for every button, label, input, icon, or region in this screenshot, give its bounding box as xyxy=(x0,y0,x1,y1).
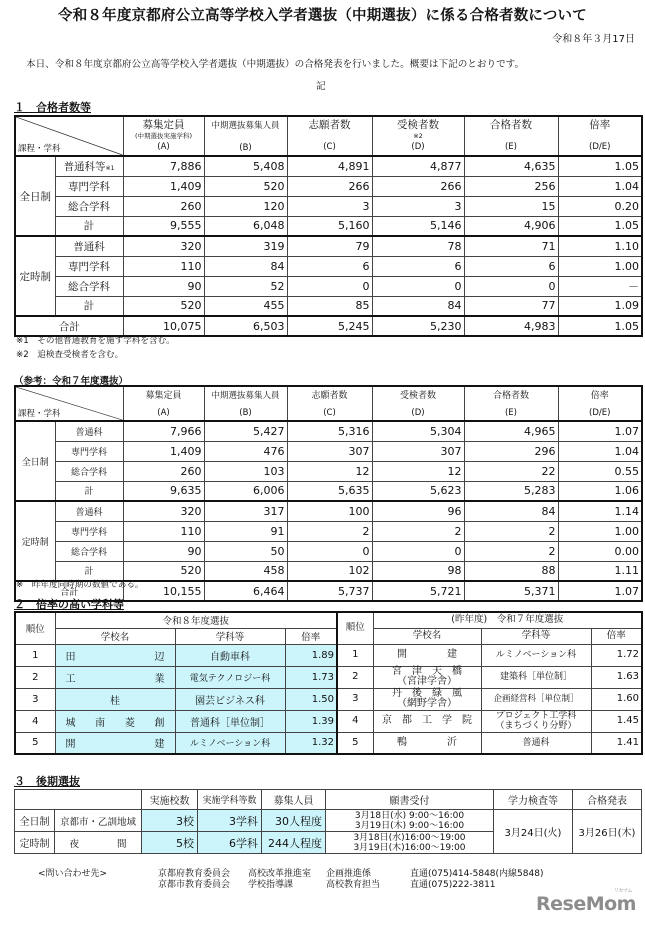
value-cell: 5,245 xyxy=(287,316,372,336)
dept-cell: 自動車科 xyxy=(175,644,285,666)
value-cell: 100 xyxy=(287,501,372,521)
value-cell: 1.10 xyxy=(558,236,642,256)
table-row xyxy=(15,156,642,176)
value-cell: 96 xyxy=(372,501,464,521)
rank-cell: 1 xyxy=(337,644,373,666)
value-cell: 256 xyxy=(464,176,558,196)
header-row xyxy=(15,612,337,628)
resemom-logo: ReseMom リセマム xyxy=(536,888,636,915)
header-row xyxy=(15,116,642,156)
subject-cell: 専門学科 xyxy=(55,521,123,541)
school-cell: 宮 津 天 橋 （宮津学舎） xyxy=(373,666,481,688)
contact-dept: 高校改革推進室 学校指導課 xyxy=(248,869,312,890)
value-cell: 476 xyxy=(204,441,287,461)
value-cell: 1.07 xyxy=(558,581,642,601)
value-cell: 4,906 xyxy=(464,216,558,236)
announce-date: 3月26日(木) xyxy=(573,810,642,854)
value-cell: － xyxy=(558,276,642,296)
subject-cell: 普通科 xyxy=(55,501,123,521)
depts-header: 実施学科等数 xyxy=(198,790,262,810)
value-cell: 91 xyxy=(204,521,287,541)
value-cell: 6,503 xyxy=(204,316,287,336)
value-cell: 6 xyxy=(372,256,464,276)
value-cell: 1.11 xyxy=(558,561,642,581)
rate-cell: 1.39 xyxy=(285,710,337,732)
table-row xyxy=(15,541,642,561)
rate-cell: 1.73 xyxy=(285,666,337,688)
dept-header: 学科等 xyxy=(175,628,285,644)
course-teiji: 定時制 xyxy=(15,501,55,581)
rank-cell: 1 xyxy=(15,644,55,666)
value-cell: 50 xyxy=(204,541,287,561)
value-cell: 5,737 xyxy=(287,581,372,601)
subject-cell: 総合学科 xyxy=(55,541,123,561)
total-label: 合計 xyxy=(15,316,123,336)
value-cell: 260 xyxy=(123,461,204,481)
value-cell: 10,075 xyxy=(123,316,204,336)
dept-cell: 普通科［単位制］ xyxy=(175,710,285,732)
dept-cell: 電気テクノロジー科 xyxy=(175,666,285,688)
value-cell: 5,160 xyxy=(287,216,372,236)
table-row xyxy=(15,688,337,710)
col-header-b: 中期選抜募集人員 (B) xyxy=(204,386,287,421)
blank-header xyxy=(15,790,142,810)
table-row xyxy=(15,521,642,541)
col-header-d: 受検者数 ※2 (D) xyxy=(372,116,464,156)
value-cell: 317 xyxy=(204,501,287,521)
value-cell: 1.09 xyxy=(558,296,642,316)
school-header: 学校名 xyxy=(373,628,481,644)
subject-cell: 専門学科 xyxy=(55,176,123,196)
table-row-subtotal xyxy=(15,216,642,236)
section1-heading: １ 合格者数等 xyxy=(14,101,91,114)
col-header-a: 募集定員 (中期選抜実施学科) (A) xyxy=(123,116,204,156)
header-row xyxy=(15,628,337,644)
rate-cell: 1.72 xyxy=(591,644,642,666)
schools-cell: 5校 xyxy=(142,832,198,854)
announce-header: 合格発表 xyxy=(573,790,642,810)
table-row xyxy=(15,441,642,461)
rate-cell: 1.89 xyxy=(285,644,337,666)
value-cell: 5,635 xyxy=(287,481,372,501)
value-cell: 84 xyxy=(464,501,558,521)
value-cell: 1.05 xyxy=(558,316,642,336)
header-row xyxy=(15,790,642,810)
value-cell: 1.06 xyxy=(558,481,642,501)
reference-note: ※ 昨年度同時期の数値である。 xyxy=(16,580,144,590)
school-header: 学校名 xyxy=(55,628,175,644)
rank-cell: 4 xyxy=(337,710,373,732)
table-row xyxy=(15,196,642,216)
value-cell: 319 xyxy=(204,236,287,256)
value-cell: 0.00 xyxy=(558,541,642,561)
col-header-b: 中期選抜募集人員 (B) xyxy=(204,116,287,156)
value-cell: 90 xyxy=(123,541,204,561)
value-cell: 1.14 xyxy=(558,501,642,521)
col-header-e: 合格者数 (E) xyxy=(464,116,558,156)
school-cell: 開 建 xyxy=(373,644,481,666)
corner-label: 課程・学科 xyxy=(18,144,61,154)
value-cell: 103 xyxy=(204,461,287,481)
document-date: 令和８年３月17日 xyxy=(552,34,635,45)
pass-count-table xyxy=(14,115,643,337)
table-row xyxy=(15,236,642,256)
value-cell: 1.00 xyxy=(558,521,642,541)
value-cell: 1.00 xyxy=(558,256,642,276)
value-cell: 5,623 xyxy=(372,481,464,501)
current-title: 令和８年度選抜 xyxy=(55,612,337,628)
subject-cell: 普通科等※1 xyxy=(55,156,123,176)
dept-cell: 企画経営科［単位制］ xyxy=(481,688,591,710)
course-cell: 全日制 xyxy=(15,810,55,832)
contact-phone: 直通(075)414-5848(内線5848) 直通(075)222-3811 xyxy=(410,869,544,890)
value-cell: 266 xyxy=(287,176,372,196)
school-cell: 田 辺 xyxy=(55,644,175,666)
value-cell: 2 xyxy=(464,521,558,541)
rate-cell: 1.60 xyxy=(591,688,642,710)
table-row-subtotal xyxy=(15,481,642,501)
footnote-1: ※1 その他普通教育を施す学科を含む。 xyxy=(16,336,175,346)
rank-cell: 5 xyxy=(15,732,55,754)
subject-cell: 普通科 xyxy=(55,421,123,441)
rate-header: 倍率 xyxy=(285,628,337,644)
exam-date: 3月24日(火) xyxy=(494,810,573,854)
value-cell: 5,408 xyxy=(204,156,287,176)
contact-label: <問い合わせ先> xyxy=(38,869,108,879)
value-cell: 4,635 xyxy=(464,156,558,176)
value-cell: 88 xyxy=(464,561,558,581)
ranking-previous-table xyxy=(336,611,643,755)
value-cell: 110 xyxy=(123,521,204,541)
dept-cell: 園芸ビジネス科 xyxy=(175,688,285,710)
rank-header: 順位 xyxy=(337,612,373,644)
table-row xyxy=(337,732,642,754)
table-row xyxy=(15,810,642,832)
value-cell: 22 xyxy=(464,461,558,481)
value-cell: 6,464 xyxy=(204,581,287,601)
area-cell: 夜 間 xyxy=(55,832,142,854)
value-cell: 1.04 xyxy=(558,441,642,461)
table-row xyxy=(15,732,337,754)
rank-cell: 2 xyxy=(15,666,55,688)
late-selection-table xyxy=(14,789,642,854)
value-cell: 102 xyxy=(287,561,372,581)
value-cell: 520 xyxy=(123,296,204,316)
table-row xyxy=(15,276,642,296)
rank-cell: 2 xyxy=(337,666,373,688)
subject-cell: 総合学科 xyxy=(55,461,123,481)
value-cell: 1.05 xyxy=(558,156,642,176)
col-header-rate: 倍率 (D/E) xyxy=(558,116,642,156)
header-row xyxy=(15,386,642,421)
value-cell: 12 xyxy=(372,461,464,481)
school-cell: 丹 後 緑 風 （網野学舎） xyxy=(373,688,481,710)
rate-cell: 1.41 xyxy=(591,732,642,754)
reception-cell: 3月18日(水) 9:00～16:00 3月19日(木) 9:00～16:00 xyxy=(326,810,494,832)
value-cell: 266 xyxy=(372,176,464,196)
table-row xyxy=(337,666,642,688)
value-cell: 0 xyxy=(372,541,464,561)
dept-cell: 普通科 xyxy=(481,732,591,754)
value-cell: 84 xyxy=(372,296,464,316)
value-cell: 85 xyxy=(287,296,372,316)
subject-cell: 計 xyxy=(55,216,123,236)
value-cell: 0.55 xyxy=(558,461,642,481)
value-cell: 120 xyxy=(204,196,287,216)
col-header-e: 合格者数 (E) xyxy=(464,386,558,421)
value-cell: 3 xyxy=(372,196,464,216)
subject-cell: 計 xyxy=(55,296,123,316)
capacity-cell: 244人程度 xyxy=(262,832,326,854)
school-cell: 鴨 沂 xyxy=(373,732,481,754)
rate-cell: 1.45 xyxy=(591,710,642,732)
rank-cell: 3 xyxy=(337,688,373,710)
subject-cell: 総合学科 xyxy=(55,196,123,216)
table-row xyxy=(15,666,337,688)
value-cell: 90 xyxy=(123,276,204,296)
value-cell: 71 xyxy=(464,236,558,256)
value-cell: 320 xyxy=(123,501,204,521)
contact-section: 企画推進係 高校教育担当 xyxy=(326,869,381,890)
value-cell: 5,283 xyxy=(464,481,558,501)
capacity-header: 募集人員 xyxy=(262,790,326,810)
table-row xyxy=(337,688,642,710)
col-header-c: 志願者数 (C) xyxy=(287,116,372,156)
value-cell: 98 xyxy=(372,561,464,581)
rate-header: 倍率 xyxy=(591,628,642,644)
subject-cell: 専門学科 xyxy=(55,256,123,276)
value-cell: 7,886 xyxy=(123,156,204,176)
value-cell: 6,006 xyxy=(204,481,287,501)
value-cell: 1,409 xyxy=(123,441,204,461)
col-header-a: 募集定員 (A) xyxy=(123,386,204,421)
value-cell: 1,409 xyxy=(123,176,204,196)
school-cell: 城 南 菱 創 xyxy=(55,710,175,732)
rate-cell: 1.50 xyxy=(285,688,337,710)
value-cell: 0 xyxy=(464,276,558,296)
table-row xyxy=(15,710,337,732)
course-zennichi: 全日制 xyxy=(15,156,55,236)
schools-header: 実施校数 xyxy=(142,790,198,810)
dept-cell: ルミノベーション科 xyxy=(481,644,591,666)
value-cell: 307 xyxy=(287,441,372,461)
reception-cell: 3月18日(水)16:00～19:00 3月19日(木)16:00～19:00 xyxy=(326,832,494,854)
rate-cell: 1.63 xyxy=(591,666,642,688)
value-cell: 1.05 xyxy=(558,216,642,236)
col-header-c: 志願者数 (C) xyxy=(287,386,372,421)
value-cell: 1.07 xyxy=(558,421,642,441)
value-cell: 5,427 xyxy=(204,421,287,441)
value-cell: 4,965 xyxy=(464,421,558,441)
value-cell: 79 xyxy=(287,236,372,256)
value-cell: 320 xyxy=(123,236,204,256)
footnote-2: ※2 追検査受検者を含む。 xyxy=(16,350,124,360)
value-cell: 296 xyxy=(464,441,558,461)
course-cell: 定時制 xyxy=(15,832,55,854)
value-cell: 4,983 xyxy=(464,316,558,336)
subject-cell: 計 xyxy=(55,561,123,581)
value-cell: 9,555 xyxy=(123,216,204,236)
corner-label: 課程・学科 xyxy=(18,409,61,419)
course-teiji: 定時制 xyxy=(15,236,55,316)
dept-cell: プロジェクト工学科 （まちづくり分野） xyxy=(481,710,591,732)
subject-cell: 専門学科 xyxy=(55,441,123,461)
value-cell: 0 xyxy=(287,276,372,296)
subject-cell: 総合学科 xyxy=(55,276,123,296)
ranking-current-table xyxy=(14,611,338,755)
rank-cell: 5 xyxy=(337,732,373,754)
value-cell: 0.20 xyxy=(558,196,642,216)
table-row xyxy=(15,461,642,481)
value-cell: 0 xyxy=(372,276,464,296)
value-cell: 5,316 xyxy=(287,421,372,441)
value-cell: 5,721 xyxy=(372,581,464,601)
table-row-subtotal xyxy=(15,296,642,316)
reference-table xyxy=(14,385,643,602)
value-cell: 110 xyxy=(123,256,204,276)
rank-header: 順位 xyxy=(15,612,55,644)
exam-header: 学力検査等 xyxy=(494,790,573,810)
table-row xyxy=(15,421,642,441)
value-cell: 0 xyxy=(287,541,372,561)
value-cell: 260 xyxy=(123,196,204,216)
depts-cell: 6学科 xyxy=(198,832,262,854)
value-cell: 5,304 xyxy=(372,421,464,441)
ki-label: 記 xyxy=(316,81,326,92)
table-row xyxy=(337,710,642,732)
value-cell: 10,155 xyxy=(123,581,204,601)
value-cell: 2 xyxy=(464,541,558,561)
table-row xyxy=(337,644,642,666)
subject-cell: 計 xyxy=(55,481,123,501)
header-row xyxy=(337,612,642,628)
course-zennichi: 全日制 xyxy=(15,421,55,501)
value-cell: 78 xyxy=(372,236,464,256)
value-cell: 6 xyxy=(464,256,558,276)
value-cell: 3 xyxy=(287,196,372,216)
value-cell: 4,877 xyxy=(372,156,464,176)
corner-cell xyxy=(15,116,123,156)
value-cell: 455 xyxy=(204,296,287,316)
header-row xyxy=(337,628,642,644)
reception-header: 願書受付 xyxy=(326,790,494,810)
school-cell: 工 業 xyxy=(55,666,175,688)
total-label: 合計 xyxy=(15,581,123,601)
value-cell: 5,146 xyxy=(372,216,464,236)
section3-heading: ３ 後期選抜 xyxy=(14,775,80,788)
schools-cell: 3校 xyxy=(142,810,198,832)
value-cell: 2 xyxy=(372,521,464,541)
subject-cell: 普通科 xyxy=(55,236,123,256)
table-row-total xyxy=(15,316,642,336)
value-cell: 458 xyxy=(204,561,287,581)
rank-cell: 4 xyxy=(15,710,55,732)
depts-cell: 3学科 xyxy=(198,810,262,832)
capacity-cell: 30人程度 xyxy=(262,810,326,832)
intro-text: 本日、令和８年度京都府公立高等学校入学者選抜（中期選抜）の合格発表を行いました。概要は下記のとおりです。 xyxy=(26,59,525,70)
previous-title: (昨年度) 令和７年度選抜 xyxy=(373,612,642,628)
table-row xyxy=(15,256,642,276)
value-cell: 7,966 xyxy=(123,421,204,441)
rate-cell: 1.32 xyxy=(285,732,337,754)
dept-header: 学科等 xyxy=(481,628,591,644)
value-cell: 12 xyxy=(287,461,372,481)
school-cell: 京 都 工 学 院 xyxy=(373,710,481,732)
value-cell: 5,230 xyxy=(372,316,464,336)
document-title: 令和８年度京都府公立高等学校入学者選抜（中期選抜）に係る合格者数について xyxy=(58,8,587,24)
value-cell: 15 xyxy=(464,196,558,216)
value-cell: 6 xyxy=(287,256,372,276)
table-row xyxy=(15,501,642,521)
school-cell: 開 建 xyxy=(55,732,175,754)
dept-cell: ルミノベーション科 xyxy=(175,732,285,754)
col-header-rate: 倍率 (D/E) xyxy=(558,386,642,421)
value-cell: 2 xyxy=(287,521,372,541)
reference-heading: （参考：令和７年度選抜） xyxy=(14,376,129,387)
value-cell: 9,635 xyxy=(123,481,204,501)
table-row xyxy=(15,644,337,666)
section2-heading: ２ 倍率の高い学科等 xyxy=(14,598,124,611)
value-cell: 84 xyxy=(204,256,287,276)
corner-cell xyxy=(15,386,123,421)
value-cell: 6,048 xyxy=(204,216,287,236)
rank-cell: 3 xyxy=(15,688,55,710)
value-cell: 1.04 xyxy=(558,176,642,196)
value-cell: 52 xyxy=(204,276,287,296)
value-cell: 520 xyxy=(123,561,204,581)
value-cell: 5,371 xyxy=(464,581,558,601)
table-row xyxy=(15,176,642,196)
value-cell: 307 xyxy=(372,441,464,461)
value-cell: 77 xyxy=(464,296,558,316)
contact-org: 京都府教育委員会 京都市教育委員会 xyxy=(158,869,231,890)
dept-cell: 建築科［単位制］ xyxy=(481,666,591,688)
col-header-d: 受検者数 (D) xyxy=(372,386,464,421)
value-cell: 520 xyxy=(204,176,287,196)
school-cell: 桂 xyxy=(55,688,175,710)
area-cell: 京都市・乙訓地域 xyxy=(55,810,142,832)
value-cell: 4,891 xyxy=(287,156,372,176)
